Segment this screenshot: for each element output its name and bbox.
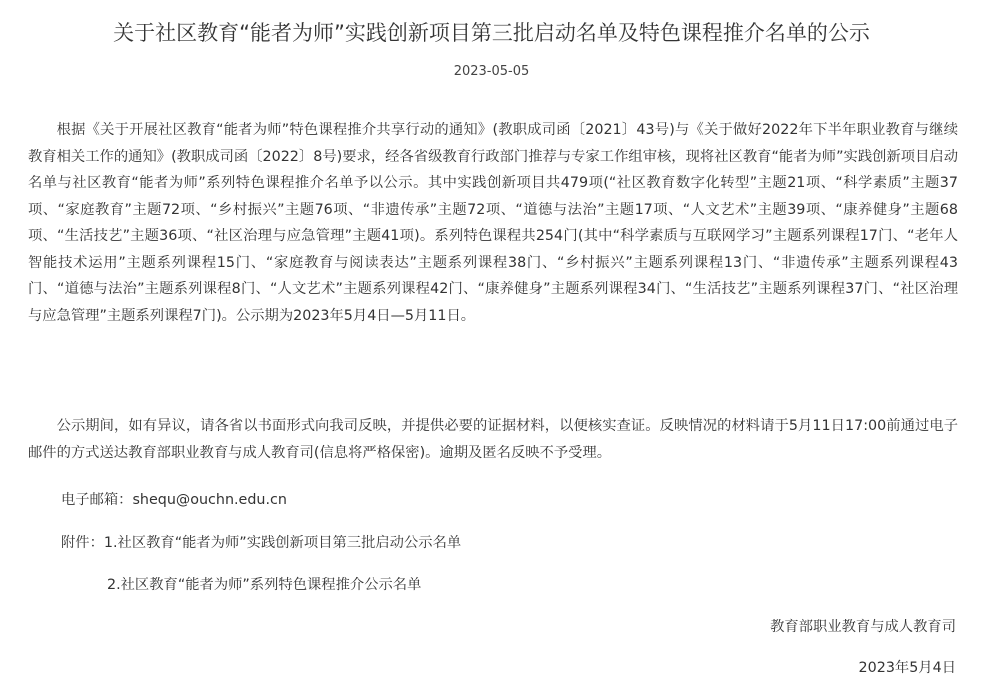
contact-email: 电子邮箱：shequ@ouchn.edu.cn: [61, 492, 287, 508]
page-title: 关于社区教育“能者为师”实践创新项目第三批启动名单及特色课程推介名单的公示: [113, 21, 870, 45]
body-paragraph-1: 根据《关于开展社区教育“能者为师”特色课程推介共享行动的通知》(教职成司函〔2021〕43号)与《关于做好2022年下半年职业教育与继续教育相关工作的通知》(教职成司函〔2022〕8号)要求，经各省级教育行政部门推荐与专家工作组审核，现将社区教育“能者为师”实践创新项目启动名单与社区教育“能者为师”系列特色课程推介名单予以公示。其中实践创新项目共479项(“社区教育数字化转型”主题21项、“科学素质”主题37项、“家庭教育”主题72项、“乡村振兴”主题76项、“非遗传承”主题72项、“道德与法治”主题17项、“人文艺术”主题39项、“康养健身”主题68项、“生活技艺”主题36项、“社区治理与应急管理”主题41项)。系列特色课程共254门(其中“科学素质与互联网学习”主题系列课程17门、“老年人智能技术运用”主题系列课程15门、“家庭教育与阅读表达”主题系列课程38门、“乡村振兴”主题系列课程13门、“非遗传承”主题系列课程43门、“道德与法治”主题系列课程8门、“人文艺术”主题系列课程42门、“康养健身”主题系列课程34门、“生活技艺”主题系列课程37门、“社区治理与应急管理”主题系列课程7门)。公示期为2023年5月4日—5月11日。: [28, 122, 958, 324]
signing-date: 2023年5月4日: [858, 660, 956, 676]
signing-authority: 教育部职业教育与成人教育司: [770, 619, 956, 635]
body-paragraph-2: 公示期间，如有异议，请各省以书面形式向我司反映，并提供必要的证据材料，以便核实查证。反映情况的材料请于5月11日17:00前通过电子邮件的方式送达教育部职业教育与成人教育司(信息将严格保密)。逾期及匿名反映不予受理。: [28, 418, 958, 461]
attachment-item-1: 附件：1.社区教育“能者为师”实践创新项目第三批启动公示名单: [61, 535, 462, 551]
publish-date: 2023-05-05: [453, 64, 530, 79]
attachment-item-2: 2.社区教育“能者为师”系列特色课程推介公示名单: [107, 577, 422, 593]
